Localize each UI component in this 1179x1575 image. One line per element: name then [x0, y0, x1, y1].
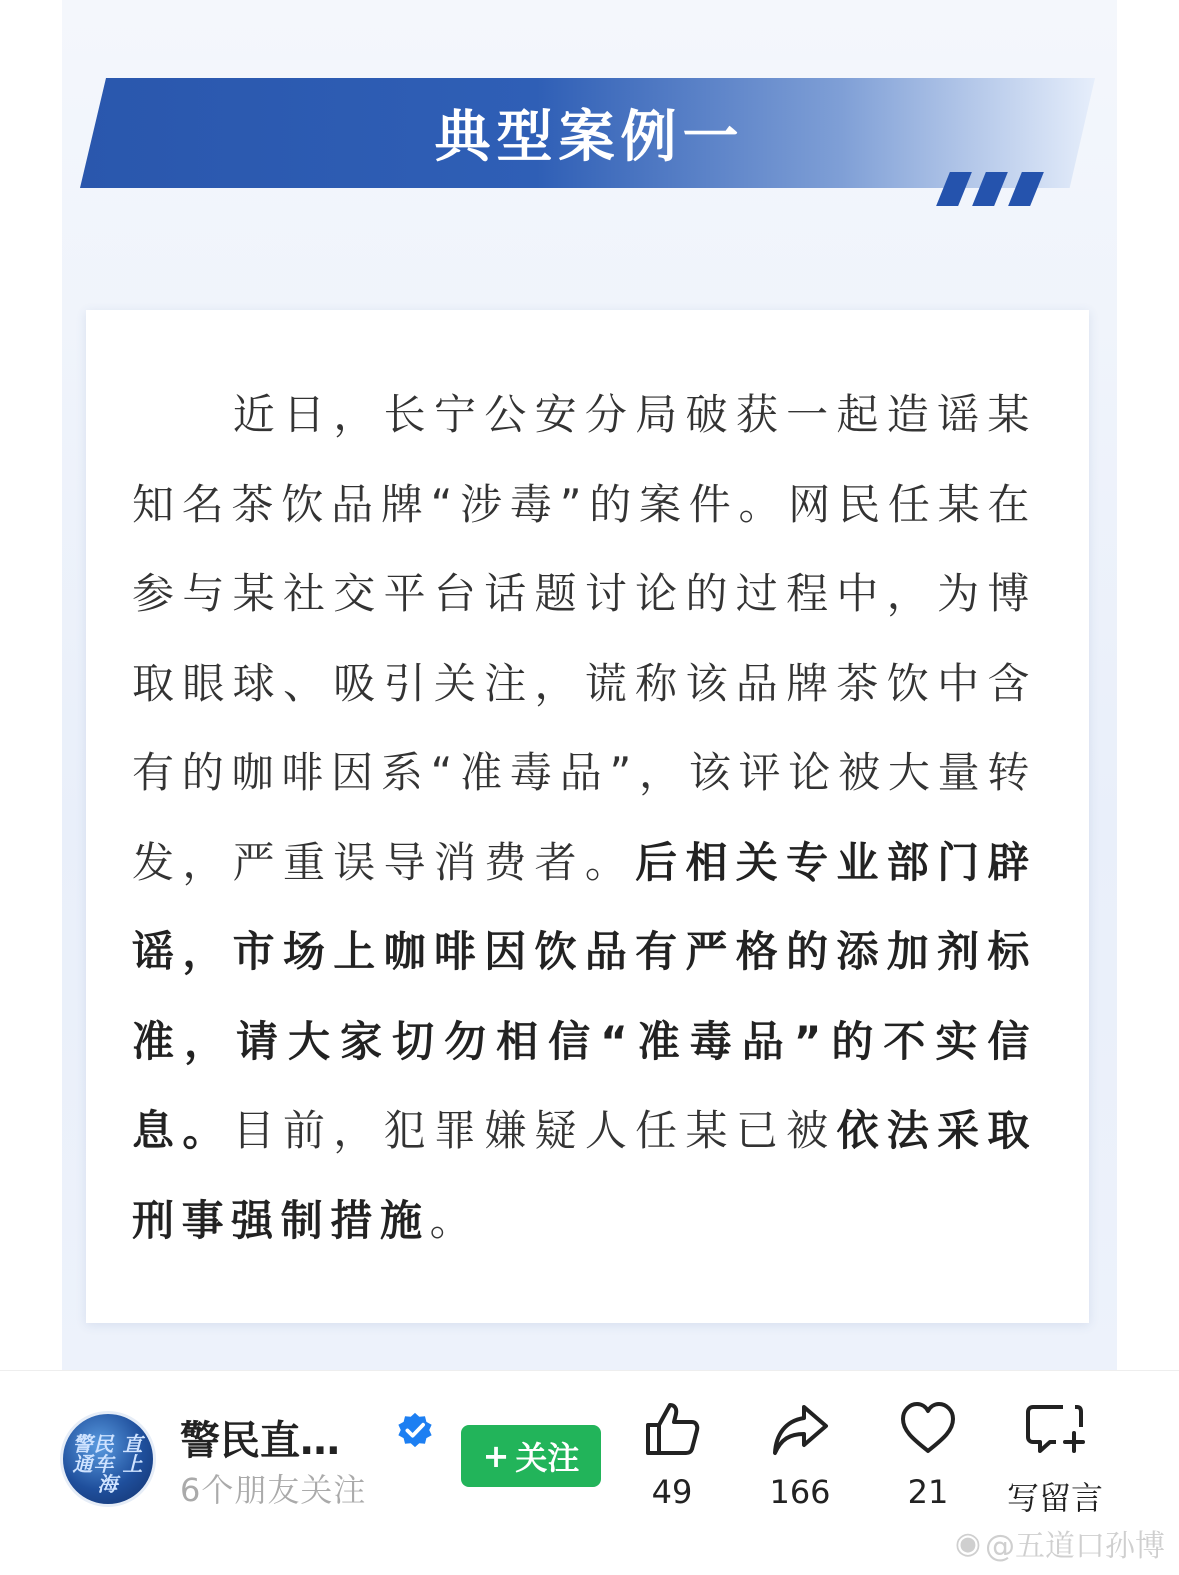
article-body: [132, 370, 1037, 1265]
account-name[interactable]: 警民直…: [180, 1418, 340, 1464]
plus-icon: +: [482, 1437, 510, 1475]
avatar-label: 警民 直通车 上海: [72, 1432, 144, 1496]
banner-stripes-decoration: [935, 172, 1045, 206]
comment-label: 写留言: [1006, 1479, 1103, 1517]
paragraph-middle: 目前，犯罪嫌疑人任某已被: [232, 1106, 837, 1155]
paragraph-end: 。: [429, 1195, 480, 1245]
paragraph-bold-refute: 后相关专业部门辟谣，市场上咖啡因饮品有严格的添加剂标准，请大家切勿相信“准毒品”的不实信息。: [132, 837, 1037, 1155]
weibo-logo-icon: ◉: [954, 1525, 981, 1561]
watermark-text: @五道口孙博: [985, 1529, 1165, 1564]
paragraph-bold-measures: 依法采取刑事强制措施: [132, 1106, 1038, 1245]
like-count: 49: [651, 1473, 693, 1511]
avatar[interactable]: [60, 1411, 156, 1507]
thumbs-up-icon: [642, 1399, 702, 1459]
share-arrow-icon: [770, 1399, 830, 1459]
weibo-watermark: [955, 1521, 1165, 1565]
comment-add-icon: [1023, 1399, 1087, 1459]
comment-button[interactable]: [1000, 1399, 1110, 1519]
verified-badge-icon: [396, 1411, 434, 1449]
banner-title: 典型案例一: [434, 105, 745, 170]
paragraph-intro: 近日，长宁公安分局破获一起造谣某知名茶饮品牌“涉毒”的案件。网民任某在参与某社交平台话题讨论的过程中，为博取眼球、吸引关注，谎称该品牌茶饮中含有的咖啡因系“准毒品”，该评论被大量转发，严重误导消费者。: [132, 390, 1037, 887]
friends-following-text: 6个朋友关注: [180, 1471, 367, 1509]
share-button[interactable]: [745, 1399, 855, 1511]
favorite-button[interactable]: [873, 1399, 983, 1511]
bottom-action-bar: [0, 1370, 1179, 1575]
like-button[interactable]: [617, 1399, 727, 1511]
share-count: 166: [769, 1473, 831, 1511]
heart-icon: [898, 1399, 958, 1459]
favorite-count: 21: [907, 1473, 949, 1511]
follow-button[interactable]: [461, 1425, 601, 1487]
follow-button-label: 关注: [515, 1439, 580, 1477]
